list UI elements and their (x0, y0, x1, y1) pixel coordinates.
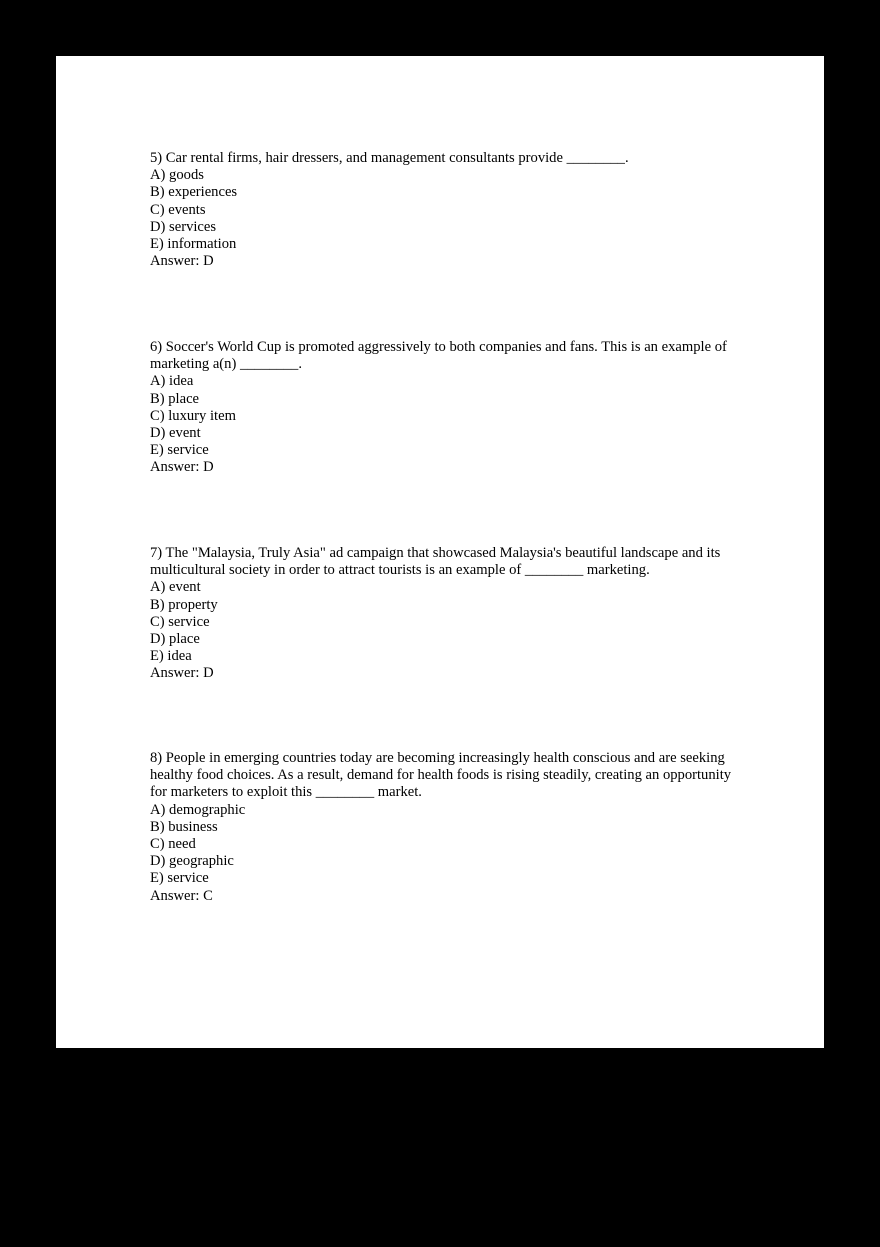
option-c: C) events (150, 201, 206, 218)
option-b: B) experiences (150, 184, 238, 201)
option-d: D) event (150, 425, 201, 442)
option-a: A) event (150, 579, 201, 596)
question-6 (150, 339, 740, 477)
question-8 (150, 750, 740, 905)
question-5 (150, 150, 740, 270)
option-e: E) idea (150, 648, 192, 665)
option-b: B) place (150, 390, 200, 407)
answer: Answer: D (150, 665, 214, 682)
option-e: E) information (150, 236, 237, 253)
question-stem: 5) Car rental firms, hair dressers, and management consultants provide ________. (150, 150, 629, 166)
option-d: D) services (150, 218, 217, 235)
answer: Answer: D (150, 253, 214, 270)
question-stem: 6) Soccer's World Cup is promoted aggressively to both companies and fans. This is an example of marketing a(n) ________. (150, 339, 727, 373)
option-e: E) service (150, 442, 209, 459)
question-stem: 7) The "Malaysia, Truly Asia" ad campaign that showcased Malaysia's beautiful landscape and its multicultural society in order to attract tourists is an example of ________ marketing. (150, 545, 721, 579)
answer: Answer: D (150, 459, 214, 476)
question-stem: 8) People in emerging countries today are becoming increasingly health conscious and are seeking healthy food choices. As a result, demand for health foods is rising steadily, creating an opportunity for marketers to exploit this ________ market. (150, 750, 732, 801)
option-a: A) idea (150, 373, 194, 390)
question-7 (150, 545, 740, 683)
option-e: E) service (150, 870, 209, 887)
option-d: D) place (150, 631, 200, 648)
option-c: C) service (150, 613, 210, 630)
option-a: A) demographic (150, 801, 246, 818)
option-a: A) goods (150, 167, 204, 184)
option-c: C) need (150, 836, 196, 853)
option-c: C) luxury item (150, 407, 236, 424)
option-d: D) geographic (150, 853, 234, 870)
document-page (56, 56, 824, 1048)
answer: Answer: C (150, 887, 213, 904)
option-b: B) business (150, 818, 218, 835)
option-b: B) property (150, 596, 218, 613)
